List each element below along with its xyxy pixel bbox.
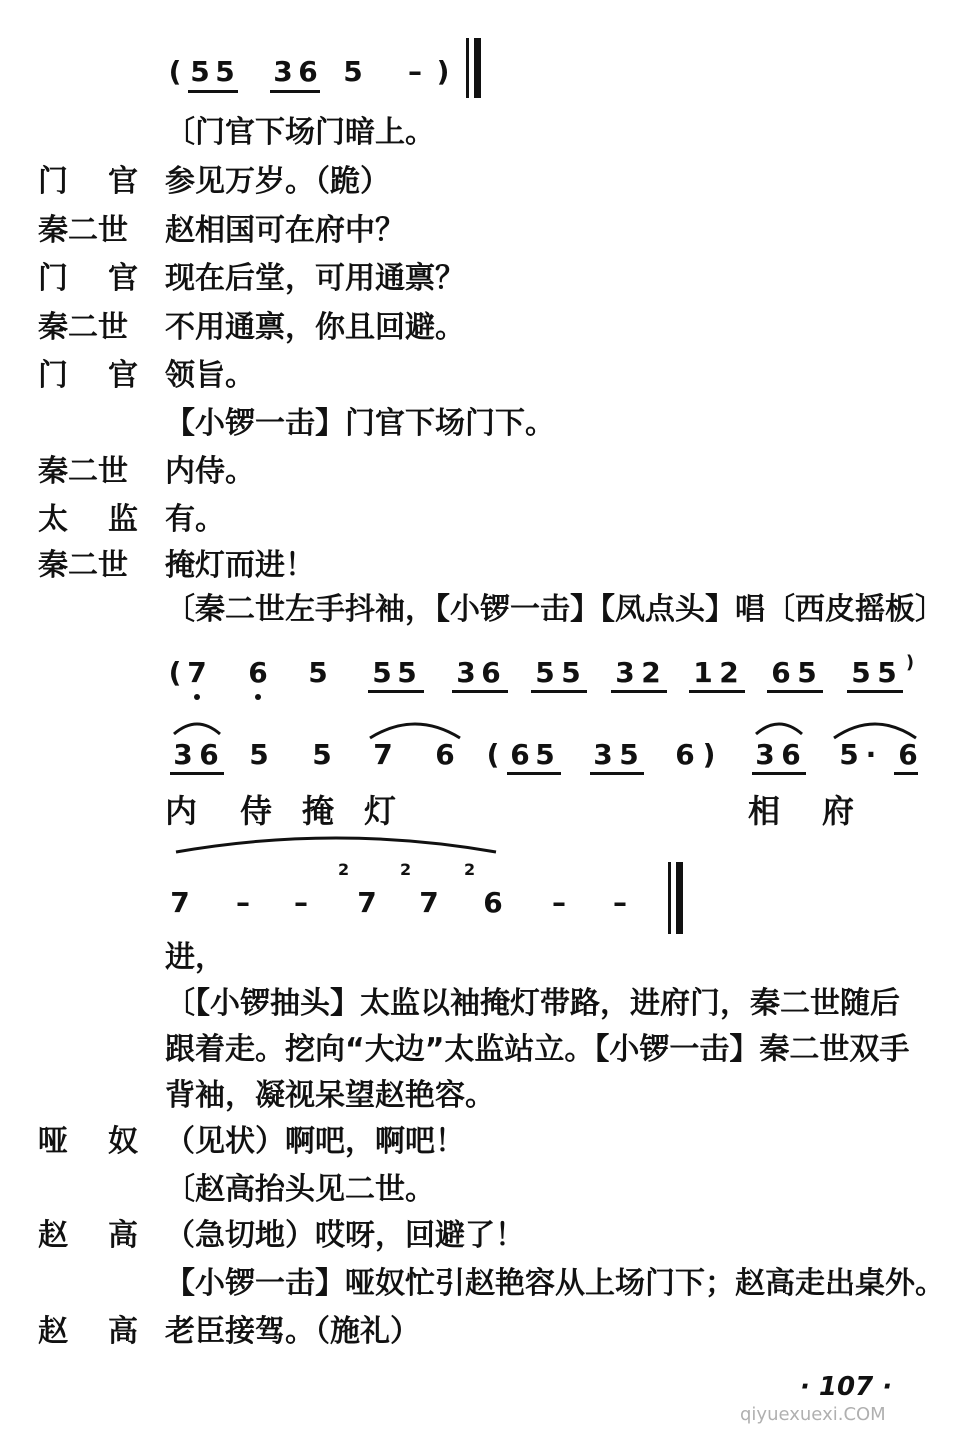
speaker-name: 秦二世 [38, 310, 128, 345]
note: ) [905, 652, 915, 673]
note: 6 [435, 738, 455, 771]
note: ( [486, 738, 500, 771]
stage-direction: 【小锣一击】门官下场门下。 [165, 406, 555, 441]
grace-note: 2 [338, 860, 350, 879]
note: 5 [312, 738, 332, 771]
note: 5 [877, 656, 897, 689]
dialogue: （急切地）哎呀，回避了！ [165, 1218, 525, 1253]
note: – [236, 886, 250, 919]
speaker [38, 1122, 138, 1162]
speaker-name: 秦二世 [38, 213, 128, 248]
note: 7 [170, 886, 190, 919]
dialogue: 掩灯而进！ [165, 548, 315, 583]
dialogue: （见状）啊吧，啊吧！ [165, 1124, 465, 1159]
speaker-char: 赵 [38, 1314, 68, 1349]
speaker-name: 秦二世 [38, 454, 128, 489]
note: 6 [298, 55, 318, 88]
note: 3 [615, 656, 635, 689]
note: 5 [797, 656, 817, 689]
note: · [865, 738, 877, 771]
note: 5 [535, 738, 555, 771]
note: 3 [593, 738, 613, 771]
note: ( [168, 55, 182, 88]
note: 5 [561, 656, 581, 689]
dialogue: 赵相国可在府中？ [165, 213, 405, 248]
lyric: 内 [165, 792, 198, 830]
stage-direction: 跟着走。挖向“大边”太监站立。【小锣一击】秦二世双手 [165, 1032, 910, 1067]
note: 5 [215, 55, 235, 88]
note: 3 [173, 738, 193, 771]
speaker-char: 哑 [38, 1124, 68, 1159]
lyric: 掩 [302, 792, 335, 830]
note: 6 [481, 656, 501, 689]
stage-direction: 背袖，凝视呆望赵艳容。 [165, 1078, 495, 1113]
lyric: 府 [822, 792, 855, 830]
grace-note: 2 [400, 860, 412, 879]
speaker-name: 秦二世 [38, 548, 128, 583]
note: – [294, 886, 308, 919]
end-barline [676, 862, 683, 934]
watermark: qiyuexuexi.COM [740, 1404, 886, 1425]
speaker [38, 1216, 138, 1256]
note: 6 [898, 738, 918, 771]
note: 6 [781, 738, 801, 771]
speaker-char: 太 [38, 502, 68, 537]
note: 2 [641, 656, 661, 689]
speaker-char: 门 [38, 358, 68, 393]
speaker-char: 高 [108, 1314, 138, 1349]
note: 5 [839, 738, 859, 771]
speaker-char: 门 [38, 261, 68, 296]
note: 5 [535, 656, 555, 689]
speaker-char: 监 [108, 502, 138, 537]
stage-direction: 〔【小锣抽头】太监以袖掩灯带路，进府门，秦二世随后 [165, 986, 900, 1021]
note: 6 [771, 656, 791, 689]
page-number: · 107 · [800, 1372, 893, 1402]
lyric: 灯 [364, 792, 397, 830]
note: – [408, 55, 422, 88]
speaker-char: 高 [108, 1218, 138, 1253]
note: 7 [373, 738, 393, 771]
note: 5 [397, 656, 417, 689]
dialogue: 现在后堂，可用通禀？ [165, 261, 465, 296]
dialogue: 老臣接驾。（施礼） [165, 1314, 420, 1349]
note: ) [436, 55, 450, 88]
slur [174, 830, 498, 856]
lyric-end: 进， [165, 940, 225, 975]
dialogue: 不用通禀，你且回避。 [165, 310, 465, 345]
speaker-char: 官 [108, 358, 138, 393]
dialogue: 有。 [165, 502, 225, 537]
dialogue: 领旨。 [165, 358, 255, 393]
note: 5 [372, 656, 392, 689]
note: 6 [199, 738, 219, 771]
note: 6 [483, 886, 503, 919]
note: 6 [248, 656, 268, 689]
stage-direction: 【小锣一击】哑奴忙引赵艳容从上场门下；赵高走出桌外。 [165, 1266, 945, 1301]
note: 5 [619, 738, 639, 771]
note: 3 [456, 656, 476, 689]
speaker-char: 官 [108, 164, 138, 199]
lyric: 侍 [240, 792, 273, 830]
note: 5 [851, 656, 871, 689]
note: ) [702, 738, 716, 771]
note: 7 [187, 656, 207, 689]
note: 5 [249, 738, 269, 771]
speaker [38, 1312, 138, 1352]
stage-direction: 〔秦二世左手抖袖，【小锣一击】【凤点头】唱〔西皮摇板〕 [165, 592, 945, 627]
note: ( [168, 656, 182, 689]
note: 5 [308, 656, 328, 689]
note: 3 [755, 738, 775, 771]
stage-direction: 〔门官下场门暗上。 [165, 115, 435, 150]
end-barline [668, 862, 671, 934]
speaker-char: 门 [38, 164, 68, 199]
note: 1 [693, 656, 713, 689]
note: 7 [419, 886, 439, 919]
stage-direction: 〔赵高抬头见二世。 [165, 1172, 435, 1207]
note: – [552, 886, 566, 919]
dialogue: 参见万岁。（跪） [165, 164, 390, 199]
speaker-char: 官 [108, 261, 138, 296]
note: 6 [675, 738, 695, 771]
note: – [613, 886, 627, 919]
note: 7 [357, 886, 377, 919]
note: 3 [273, 55, 293, 88]
grace-note: 2 [464, 860, 476, 879]
lyric: 相 [748, 792, 781, 830]
speaker-char: 赵 [38, 1218, 68, 1253]
note: 2 [719, 656, 739, 689]
dialogue: 内侍。 [165, 454, 255, 489]
note: 6 [510, 738, 530, 771]
note: 5 [343, 55, 363, 88]
note: 5 [190, 55, 210, 88]
speaker-char: 奴 [108, 1124, 138, 1159]
